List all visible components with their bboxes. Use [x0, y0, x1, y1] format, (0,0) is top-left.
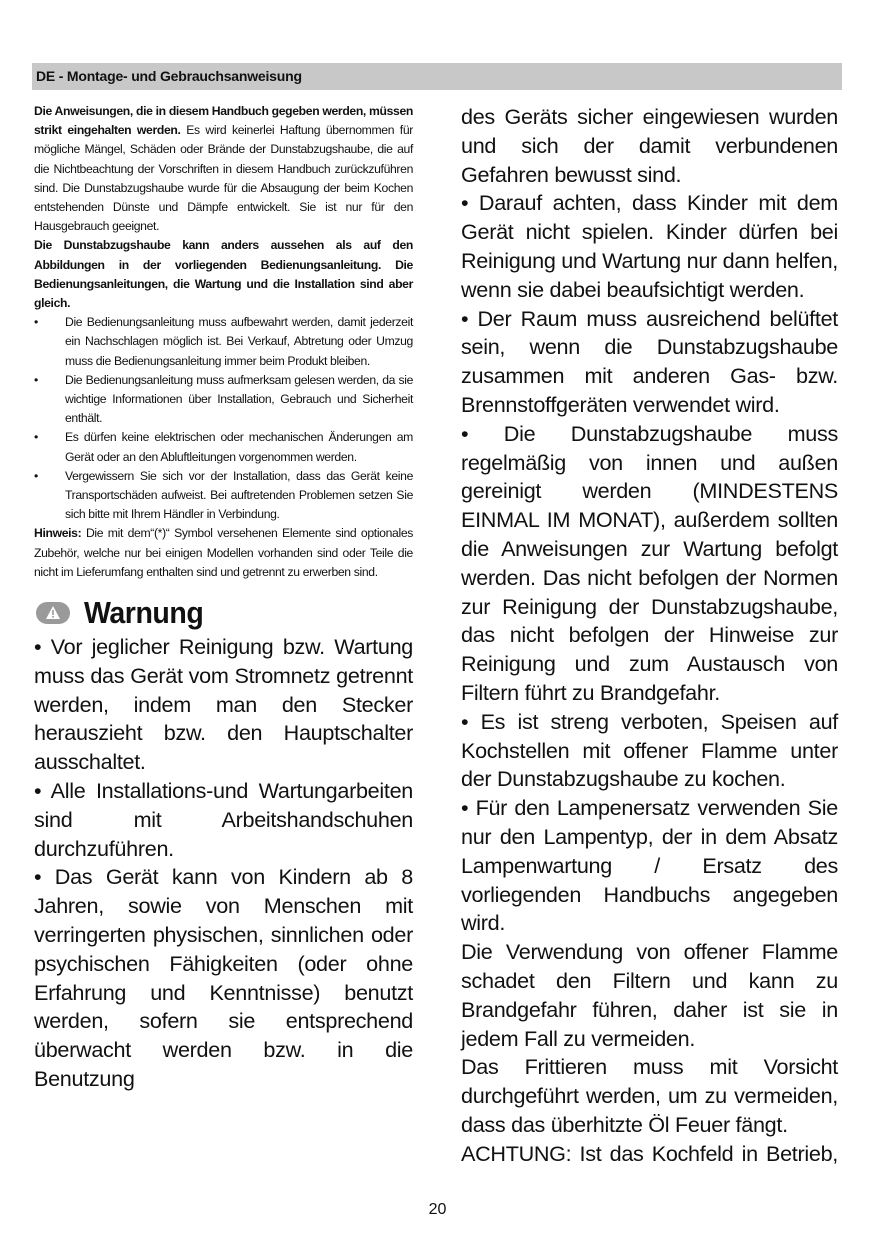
list-item — [34, 371, 413, 429]
safety-paragraph: • Die Dunstabzugshaube muss regelmäßig von innen und außen gereinigt werden (MINDESTENS EINMAL IM MONAT), außerdem sollten die Anweisungen zur Wartung befolgt werden. Das nicht befolgen der Normen zur Reinigung der Dunstabzugshaube, das nicht befolgen der Hinweise zur Reinigung und zum Austausch von Filtern führt zu Brandgefahr. — [461, 420, 838, 705]
instruction-list — [34, 313, 413, 524]
intro-bold-text: Die Anweisungen, die in diesem Handbuch gegeben werden, müssen strikt eingehalten werden. — [34, 104, 413, 138]
safety-paragraph: Die Verwendung von offener Flamme schadet den Filtern und kann zu Brandgefahr führen, daher ist sie in jedem Fall zu vermeiden. — [461, 939, 838, 1051]
left-column — [34, 102, 413, 1094]
safety-paragraph: Das Frittieren muss mit Vorsicht durchgeführt werden, um zu vermeiden, dass das überhitzte Öl Feuer fängt. — [461, 1054, 838, 1137]
right-column — [461, 103, 838, 1168]
notice-paragraph — [34, 236, 413, 313]
bullet-glyph: • — [34, 430, 38, 445]
warning-title: Warnung — [84, 595, 204, 631]
list-item — [34, 467, 413, 525]
safety-paragraph: des Geräts sicher eingewiesen wurden und sich der damit verbundenen Gefahren bewusst sind. — [461, 104, 838, 187]
safety-paragraph: • Der Raum muss ausreichend belüftet sein, wenn die Dunstabzugshaube zusammen mit anderen Gas- bzw. Brennstoffgeräten verwendet wird. — [461, 305, 838, 417]
intro-text: Es wird keinerlei Haftung übernommen für mögliche Mängel, Schäden oder Brände der Dunstabzugshaube, die auf die Nichtbeachtung der Vorschriften in diesem Handbuch zurückzuführen sind. Die Dunstabzugshaube wurde für die Absaugung der beim Kochen entstehenden Dünste und Dämpfe entwickelt. Sie ist nur für den Hausgebrauch geeignet. — [34, 123, 413, 234]
warning-icon — [36, 602, 70, 624]
notice-bold-text: Die Dunstabzugshaube kann anders aussehen als auf den Abbildungen in der vorliegenden Bedienungsanleitung. Die Bedienungsanleitungen, die Wartung und die Installation sind aber gleich. — [34, 238, 413, 311]
bullet-glyph: • — [34, 315, 38, 330]
intro-section — [34, 102, 413, 582]
list-item — [34, 428, 413, 466]
list-item-text: Es dürfen keine elektrischen oder mechanischen Änderungen am Gerät oder an den Abluftleitungen vorgenommen werden. — [65, 430, 413, 464]
safety-paragraph: • Für den Lampenersatz verwenden Sie nur den Lampentyp, der in dem Absatz Lampenwartung / Ersatz des vorliegenden Handbuchs angegeben wird. — [461, 795, 838, 936]
bullet-glyph: • — [34, 468, 38, 483]
list-item — [34, 313, 413, 371]
list-item-text: Die Bedienungsanleitung muss aufmerksam gelesen werden, da sie wichtige Informationen über Installation, Gebrauch und Sicherheit enthält. — [65, 372, 413, 426]
section-header-bar — [32, 63, 842, 90]
intro-paragraph — [34, 102, 413, 236]
safety-paragraph: • Es ist streng verboten, Speisen auf Kochstellen mit offener Flamme unter der Dunstabzugshaube zu kochen. — [461, 708, 838, 792]
hint-label: Hinweis: — [34, 526, 82, 541]
safety-paragraph: ACHTUNG: Ist das Kochfeld in Betrieb, — [461, 1140, 838, 1166]
section-header-title: DE - Montage- und Gebrauchsanweisung — [36, 68, 302, 84]
warning-body — [34, 633, 413, 1094]
hint-text: Die mit dem“(*)“ Symbol versehenen Elemente sind optionales Zubehör, welche nur bei einigen Modellen vorhanden sind oder Teile die nicht im Lieferumfang enthalten sind und getrennt zu erwerben sind. — [34, 526, 413, 579]
bullet-glyph: • — [34, 372, 38, 387]
page-number: 20 — [428, 1201, 447, 1218]
warning-paragraph: • Das Gerät kann von Kindern ab 8 Jahren, sowie von Menschen mit verringerten physischen, sinnlichen oder psychischen Fähigkeiten (oder ohne Erfahrung und Kenntnisse) benutzt werden, sofern sie entsprechend überwacht werden bzw. in die Benutzung — [34, 864, 413, 1092]
hint-paragraph — [34, 524, 413, 582]
list-item-text: Vergewissern Sie sich vor der Installation, dass das Gerät keine Transportschäden aufweist. Bei auftretenden Problemen setzen Sie sich bitte mit Ihrem Händler in Verbindung. — [65, 468, 413, 522]
safety-paragraph: • Darauf achten, dass Kinder mit dem Gerät nicht spielen. Kinder dürfen bei Reinigung und Wartung nur dann helfen, wenn sie dabei beaufsichtigt werden. — [461, 190, 838, 302]
warning-heading — [34, 593, 413, 633]
warning-paragraph: • Alle Installations-und Wartungarbeiten sind mit Arbeitshandschuhen durchzuführen. — [34, 778, 413, 861]
warning-paragraph: • Vor jeglicher Reinigung bzw. Wartung muss das Gerät vom Stromnetz getrennt werden, indem man den Stecker herauszieht bzw. den Hauptschalter ausschaltet. — [34, 634, 413, 775]
list-item-text: Die Bedienungsanleitung muss aufbewahrt werden, damit jederzeit ein Nachschlagen möglich ist. Bei Verkauf, Abtretung oder Umzug muss die Bedienungsanleitung immer beim Produkt bleiben. — [65, 315, 413, 368]
